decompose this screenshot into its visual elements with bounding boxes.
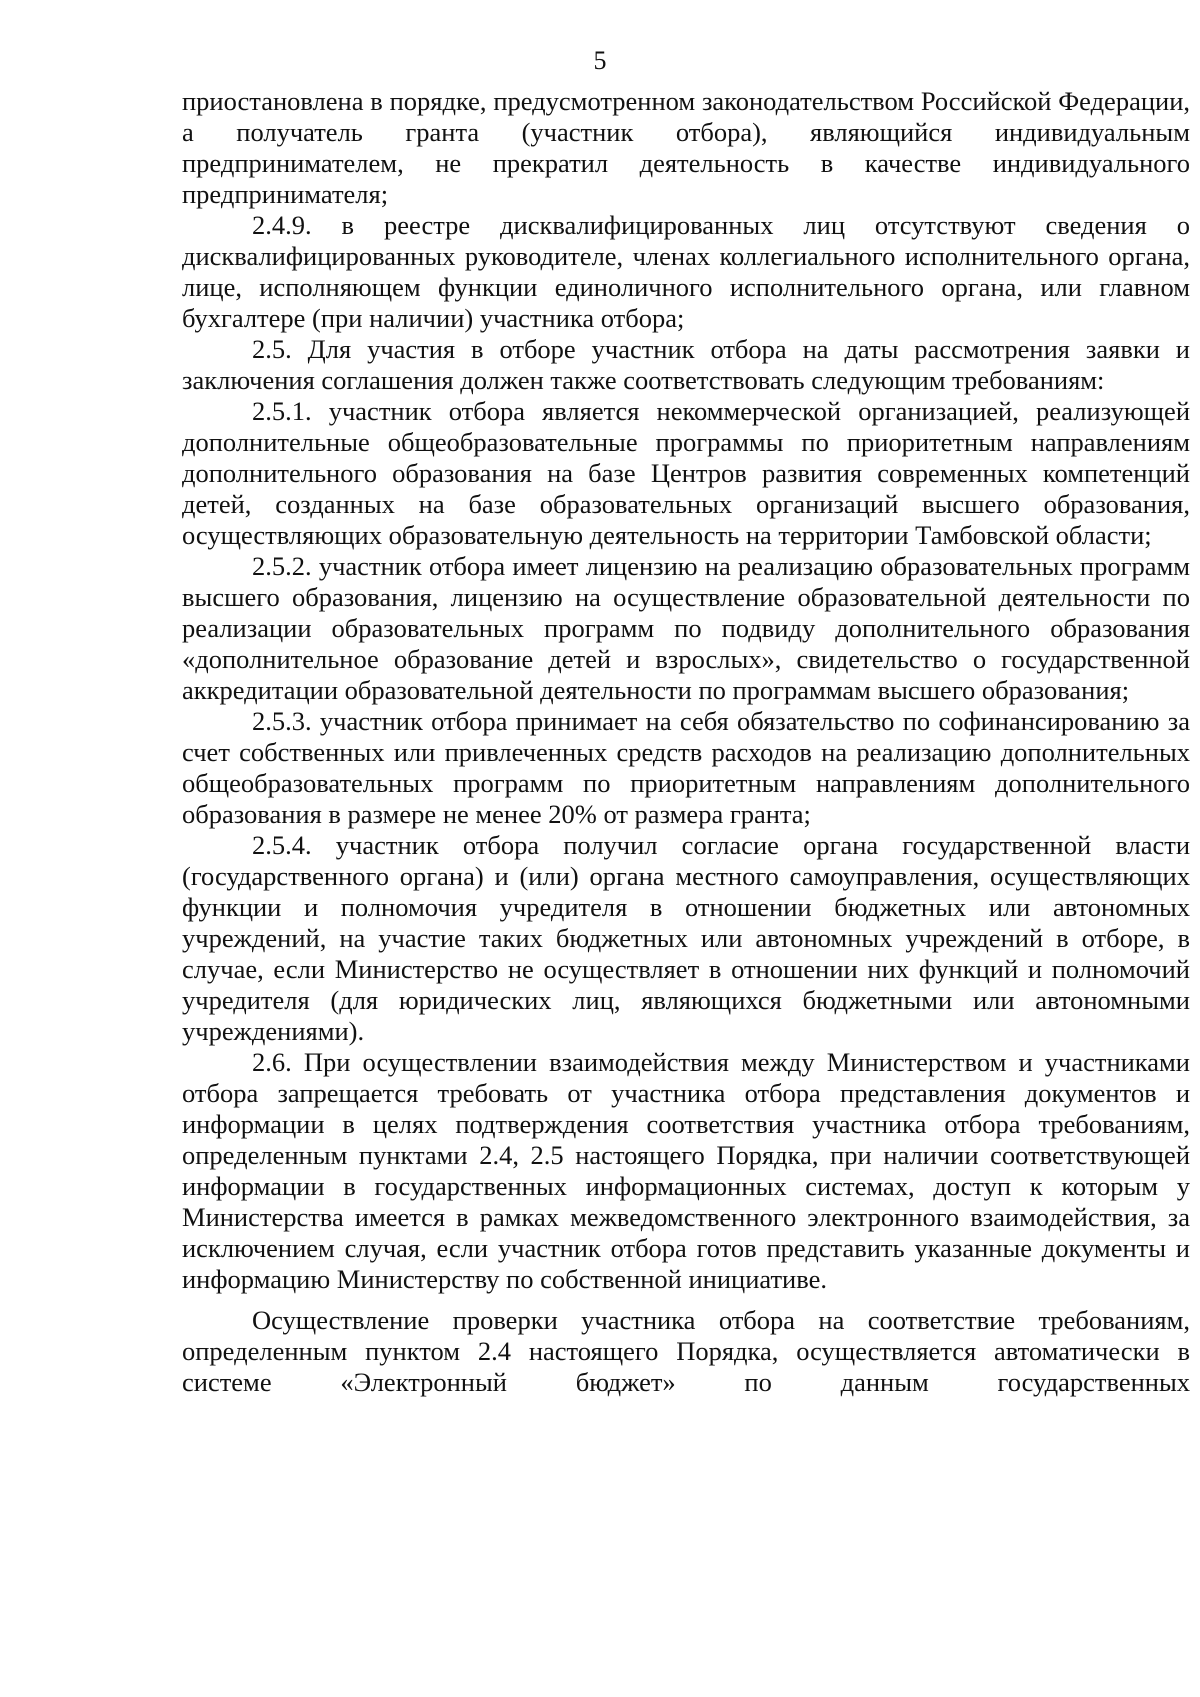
document-body xyxy=(182,86,1190,1398)
paragraph-2-5-2: 2.5.2. участник отбора имеет лицензию на реализацию образовательных программ высшего образования, лицензию на осуществление образовательной деятельности по реализации образовательных программ по подвиду дополнительного образования «дополнительное образование детей и взрослых», свидетельство о государственной аккредитации образовательной деятельности по программам высшего образования; xyxy=(182,551,1190,705)
page-number: 5 xyxy=(593,46,607,75)
paragraph-2-5: 2.5. Для участия в отборе участник отбора на даты рассмотрения заявки и заключения соглашения должен также соответствовать следующим требованиям: xyxy=(182,334,1190,395)
paragraph-continuation: приостановлена в порядке, предусмотренном законодательством Российской Федерации, а получатель гранта (участник отбора), являющийся индивидуальным предпринимателем, не прекратил деятельность в качестве индивидуального предпринимателя; xyxy=(182,86,1190,209)
paragraph-2-5-3: 2.5.3. участник отбора принимает на себя обязательство по софинансированию за счет собственных или привлеченных средств расходов на реализацию дополнительных общеобразовательных программ по приоритетным направлениям дополнительного образования в размере не менее 20% от размера гранта; xyxy=(182,706,1190,829)
paragraph-verification: Осуществление проверки участника отбора на соответствие требованиям, определенным пунктом 2.4 настоящего Порядка, осуществляется автоматически в системе «Электронный бюджет» по данным государственных xyxy=(182,1305,1190,1397)
paragraph-2-6: 2.6. При осуществлении взаимодействия между Министерством и участниками отбора запрещается требовать от участника отбора представления документов и информации в целях подтверждения соответствия участника отбора требованиям, определенным пунктами 2.4, 2.5 настоящего Порядка, при наличии соответствующей информации в государственных информационных системах, доступ к которым у Министерства имеется в рамках межведомственного электронного взаимодействия, за исключением случая, если участник отбора готов представить указанные документы и информацию Министерству по собственной инициативе. xyxy=(182,1047,1190,1294)
paragraph-2-4-9: 2.4.9. в реестре дисквалифицированных лиц отсутствуют сведения о дисквалифицированных руководителе, членах коллегиального исполнительного органа, лице, исполняющем функции единоличного исполнительного органа, или главном бухгалтере (при наличии) участника отбора; xyxy=(182,210,1190,333)
paragraph-2-5-4: 2.5.4. участник отбора получил согласие органа государственной власти (государственного органа) и (или) органа местного самоуправления, осуществляющих функции и полномочия учредителя в отношении бюджетных или автономных учреждений, на участие таких бюджетных или автономных учреждений в отборе, в случае, если Министерство не осуществляет в отношении них функций и полномочий учредителя (для юридических лиц, являющихся бюджетными или автономными учреждениями). xyxy=(182,830,1190,1046)
paragraph-2-5-1: 2.5.1. участник отбора является некоммерческой организацией, реализующей дополнительные общеобразовательные программы по приоритетным направлениям дополнительного образования на базе Центров развития современных компетенций детей, созданных на базе образовательных организаций высшего образования, осуществляющих образовательную деятельность на территории Тамбовской области; xyxy=(182,396,1190,550)
